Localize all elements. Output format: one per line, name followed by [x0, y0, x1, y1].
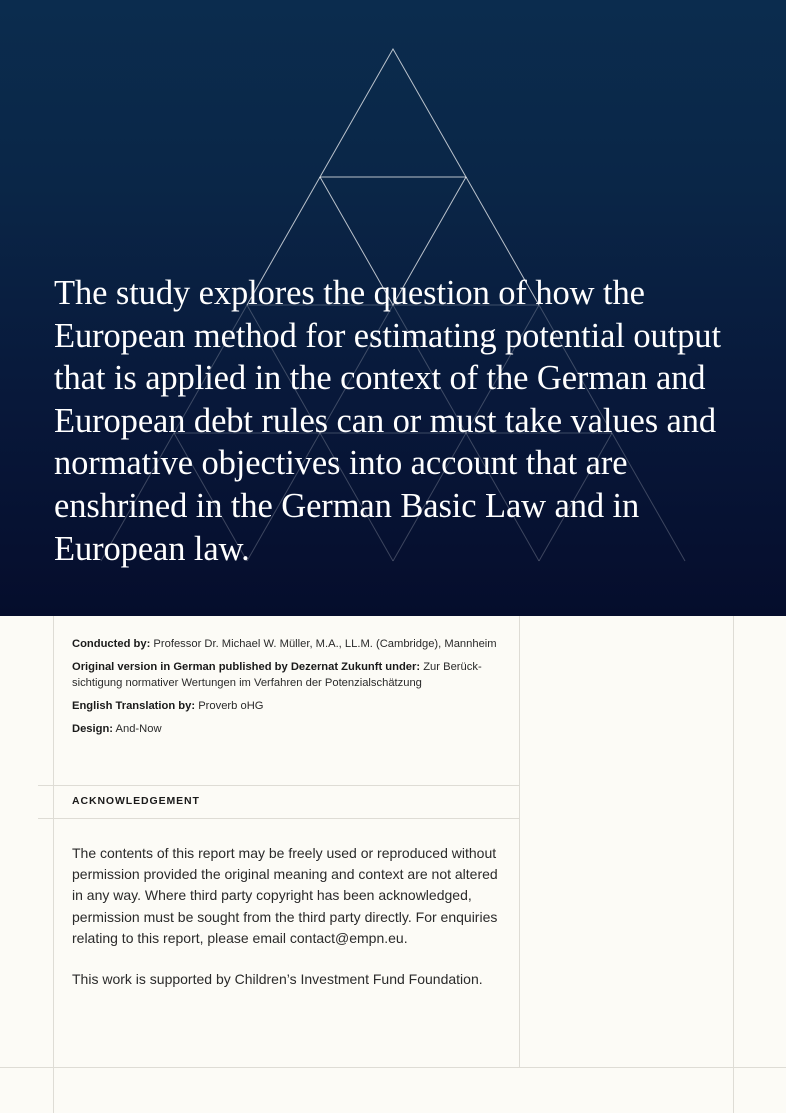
section-rule-top: [38, 785, 519, 786]
credit-original-version: [72, 659, 512, 691]
footer-rule: [0, 1067, 786, 1068]
credits-block: [72, 636, 512, 744]
credit-conducted-value: Professor Dr. Michael W. Müller, M.A., LL.M. (Cambridge), Mannheim: [153, 638, 497, 650]
acknowledgement-heading: ACKNOWLEDGEMENT: [72, 795, 200, 807]
credit-translation-value: Proverb oHG: [198, 700, 264, 712]
hero-headline: The study explores the question of how the European method for estimating potential output that is applied in the context of the German and European debt rules can or must take values and normative objectives into account that are enshrined in the German Basic Law and in European law.: [54, 274, 721, 568]
section-rule-bottom: [38, 818, 519, 819]
grid-rule-right: [733, 616, 734, 1113]
credit-original-value: Zur Berücksichtigung normativer Wertungen im Verfahren der Potenzialschätzung: [72, 661, 482, 689]
credit-translation-label: English Translation by:: [72, 700, 196, 712]
credit-translation: [72, 698, 512, 714]
credit-original-label: Original version in German published by Dezernat Zukunft under:: [72, 661, 421, 673]
acknowledgement-paragraph-2: This work is supported by Children’s Investment Fund Foundation.: [72, 971, 483, 988]
grid-rule-middle: [519, 616, 520, 1067]
acknowledgement-paragraph-1: The contents of this report may be freely used or reproduced without permission provided the original meaning and context are not altered in any way. Where third party copyright has been acknowledged, permission must be sought from the third party directly. For enquiries relating to this report, please email contact@empn.eu.: [72, 845, 498, 946]
credit-design-label: Design:: [72, 723, 114, 735]
credit-conducted-label: Conducted by:: [72, 638, 151, 650]
credit-design: [72, 721, 512, 737]
acknowledgement-body: [72, 843, 508, 1010]
grid-rule-left: [53, 616, 54, 1113]
credit-conducted: [72, 636, 512, 652]
credit-design-value: And-Now: [115, 723, 162, 735]
